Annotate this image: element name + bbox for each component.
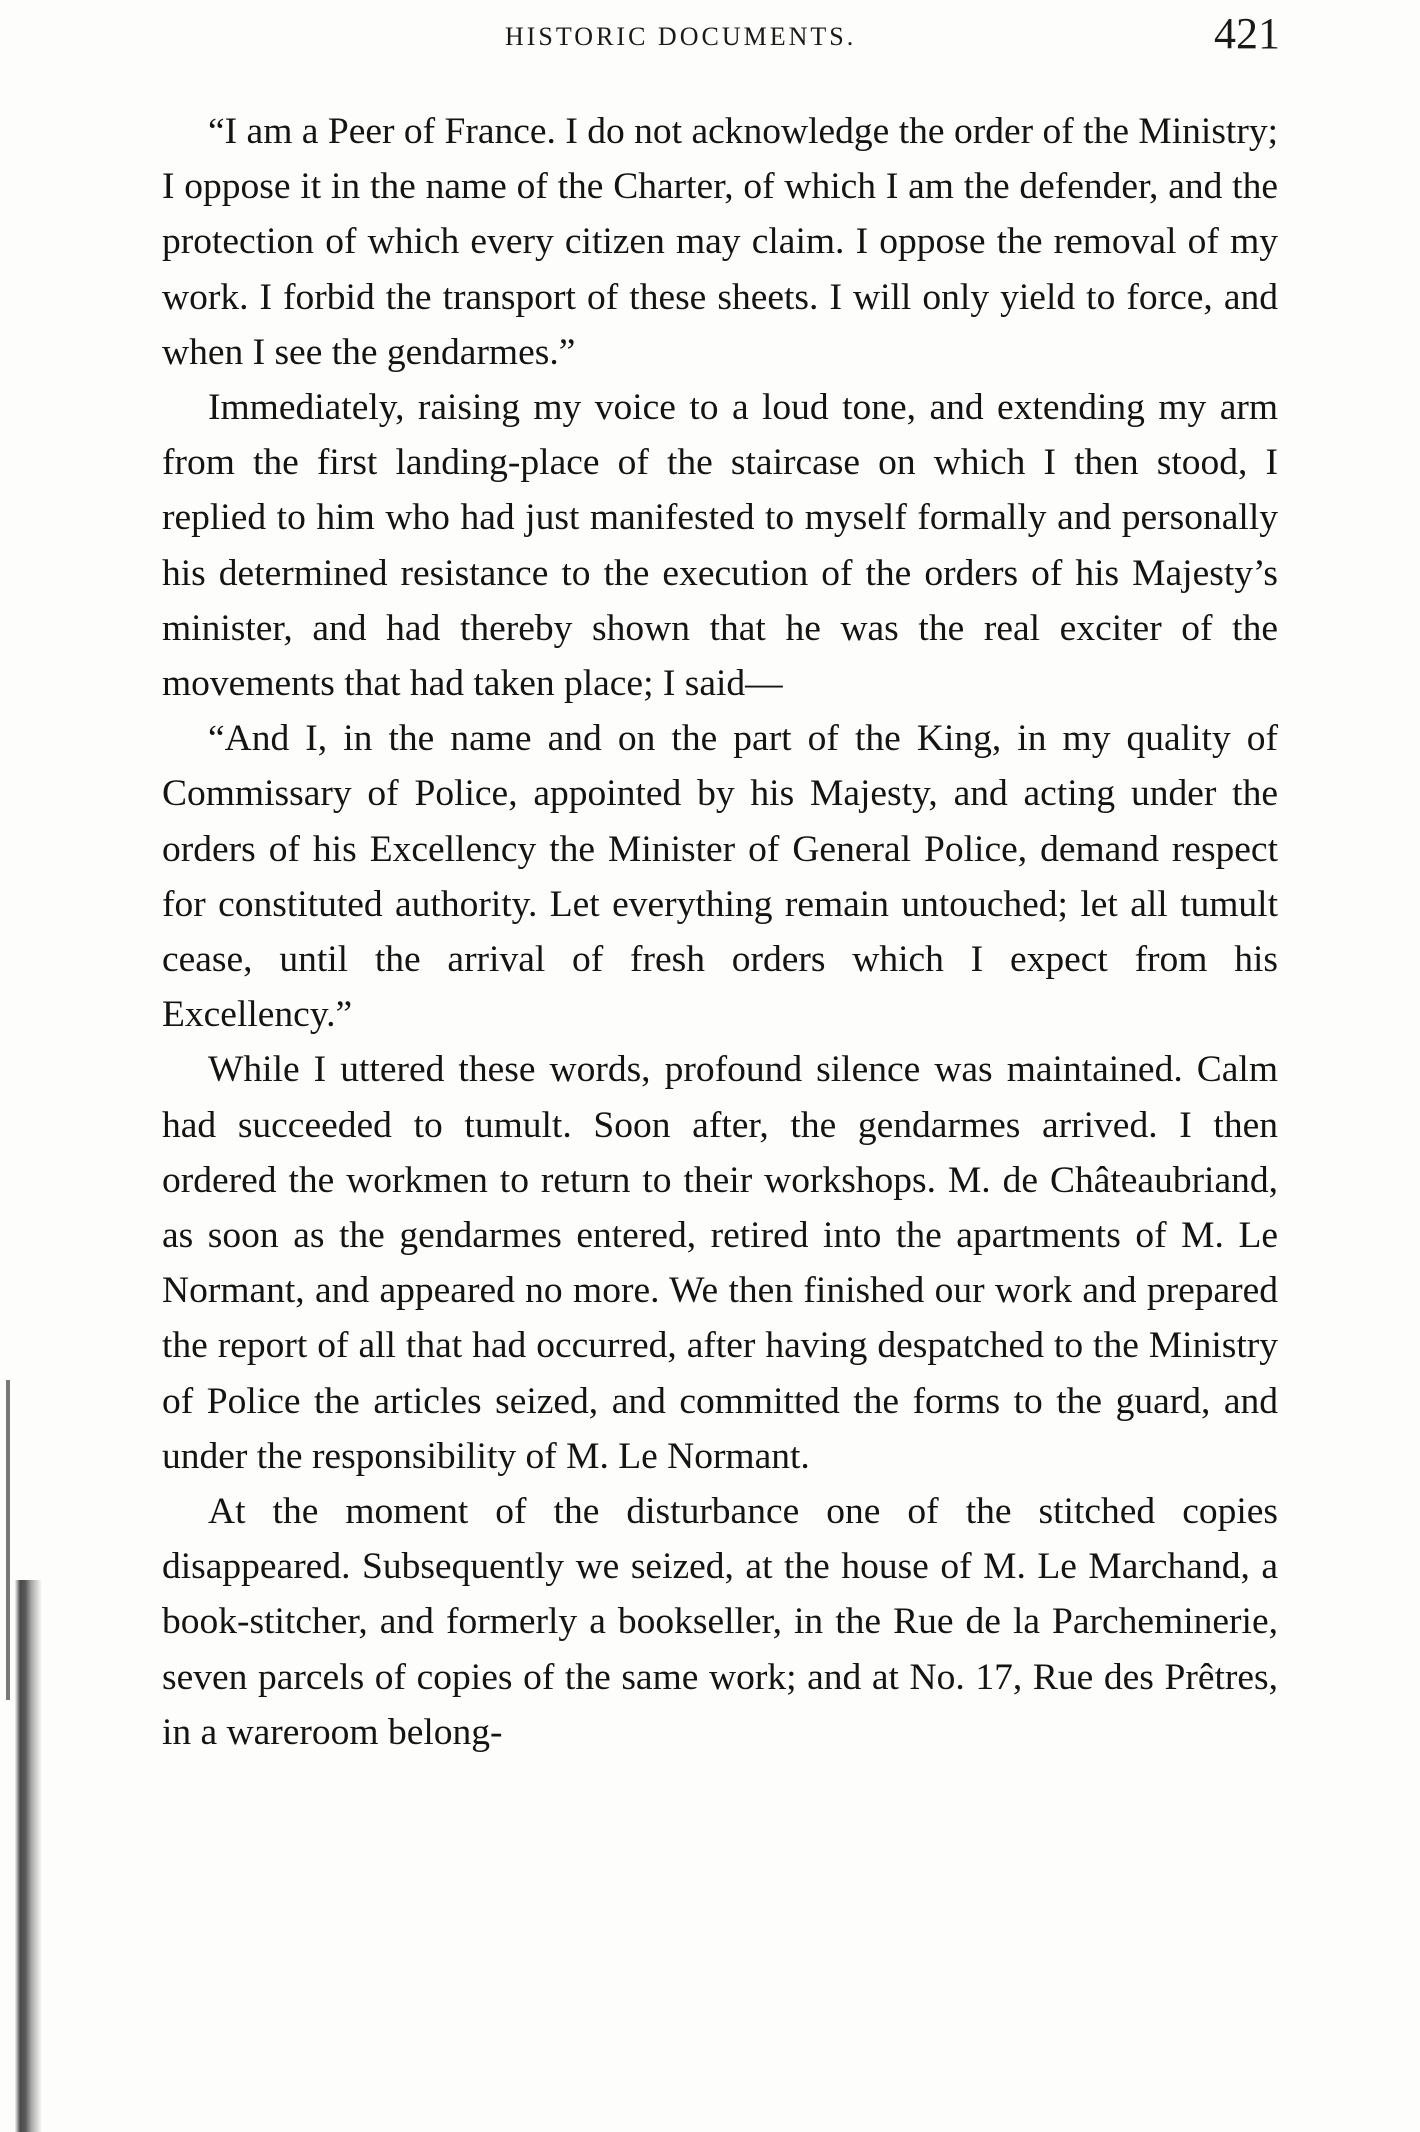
running-head: HISTORIC DOCUMENTS. — [505, 22, 857, 51]
paragraph-5: At the moment of the disturbance one of the stitched copies disappeared. Subsequently we seized, at the house of M. Le Marchand, a book-stitcher, and formerly a bookseller, in the Rue de la Parcheminerie, seven parcels of copies of the same work; and at No. 17, Rue des Prêtres, in a wareroom belong- — [162, 1491, 1278, 1753]
page-header — [160, 8, 1280, 68]
page-number: 421 — [1214, 9, 1280, 58]
scan-binding-line — [6, 1380, 10, 1700]
paragraph-2: Immediately, raising my voice to a loud tone, and extending my arm from the first landing-place of the staircase on which I then stood, I replied to him who had just manifested to myself formally and personally his determined resistance to the execution of the orders of his Majesty’s minister, and had thereby shown that he was the real exciter of the movements that had taken place; I said— — [162, 387, 1278, 705]
paragraph-1: “I am a Peer of France. I do not acknowledge the order of the Ministry; I oppose it in the name of the Charter, of which I am the defender, and the protection of which every citizen may claim. I oppose the removal of my work. I forbid the transport of these sheets. I will only yield to force, and when I see the gendarmes.” — [162, 111, 1278, 373]
paragraph-3: “And I, in the name and on the part of the King, in my quality of Commissary of Police, appointed by his Majesty, and acting under the orders of his Excellency the Minister of General Police, demand respect for constituted authority. Let everything remain untouched; let all tumult cease, until the arrival of fresh orders which I expect from his Excellency.” — [162, 718, 1278, 1036]
page-body — [162, 104, 1278, 1760]
paragraph-4: While I uttered these words, profound silence was maintained. Calm had succeeded to tumult. Soon after, the gendarmes arrived. I then ordered the workmen to return to their workshops. M. de Châteaubriand, as soon as the gendarmes entered, retired into the apartments of M. Le Normant, and appeared no more. We then finished our work and prepared the report of all that had occurred, after having despatched to the Ministry of Police the articles seized, and committed the forms to the guard, and under the responsibility of M. Le Normant. — [162, 1049, 1278, 1477]
